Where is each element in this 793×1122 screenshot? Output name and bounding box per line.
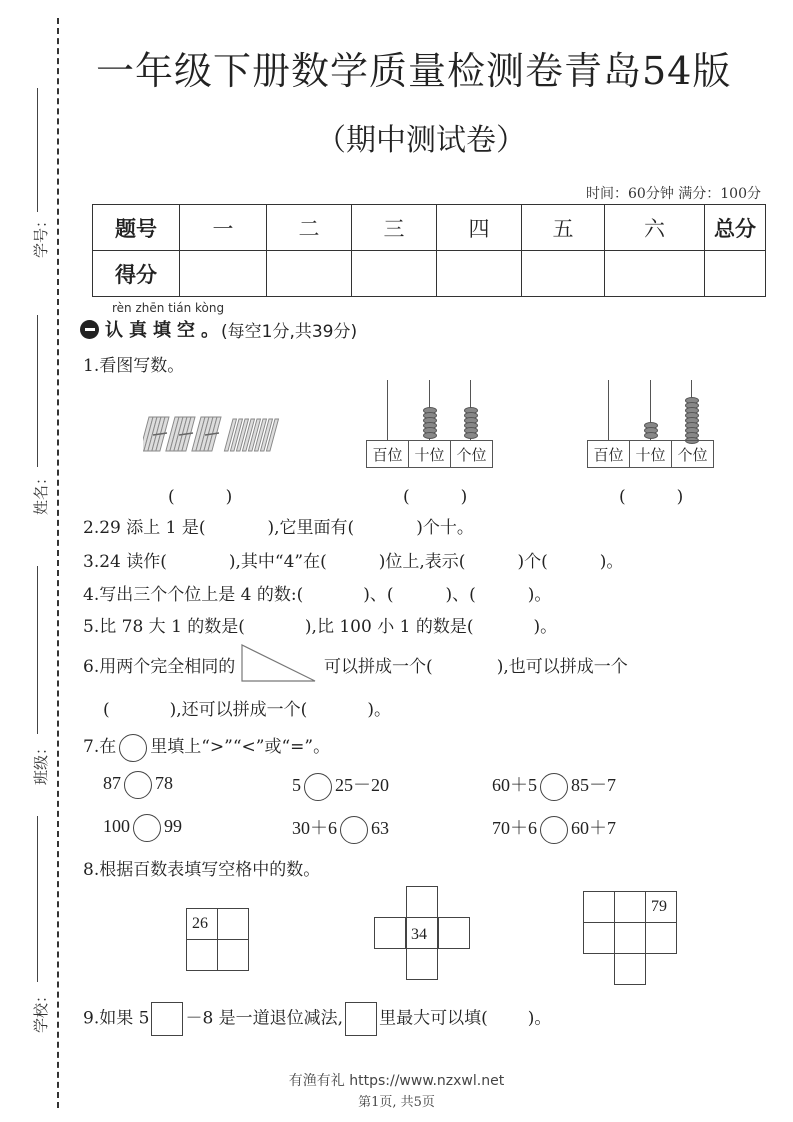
section-number-one-icon [80, 320, 99, 339]
compare-circle-input[interactable] [304, 773, 332, 801]
score-header-cell: 三 [352, 205, 437, 251]
score-header-cell: 总分 [705, 205, 766, 251]
abacus-2 [587, 380, 713, 470]
compare-item-6: 70＋6 60＋7 [492, 814, 616, 844]
score-input-cell[interactable] [267, 251, 352, 297]
score-input-cell[interactable] [705, 251, 766, 297]
grid-cell-blank[interactable] [406, 886, 438, 918]
grid-cell-blank[interactable] [217, 908, 249, 940]
score-input-cell[interactable] [352, 251, 437, 297]
question-5: 5.比 78 大 1 的数是( ),比 100 小 1 的数是( )。 [83, 617, 558, 637]
abacus-label-tens: 十位 [409, 441, 451, 467]
question-7: 7.在 里填上“>”“<”或“=”。 [83, 732, 330, 762]
section-period: 。 [201, 320, 219, 341]
score-input-cell[interactable] [605, 251, 705, 297]
compare-circle-input[interactable] [540, 773, 568, 801]
grid-cell-blank[interactable] [614, 922, 646, 954]
name-line[interactable] [37, 315, 38, 467]
abacus-label-hundreds: 百位 [588, 441, 630, 467]
page-subtitle: （期中测试卷） [316, 123, 526, 158]
compare-item-3: 60＋5 85－7 [492, 771, 616, 801]
class-line[interactable] [37, 566, 38, 734]
grid-cell-blank[interactable] [645, 922, 677, 954]
abacus-1 [366, 380, 492, 470]
student-id-line[interactable] [37, 88, 38, 212]
grid-cell-blank[interactable] [438, 917, 470, 949]
grid-cell-blank[interactable] [614, 953, 646, 985]
answer-blank-sticks[interactable]: ( ) [168, 487, 233, 507]
question-2: 2.29 添上 1 是( ),它里面有( )个十。 [83, 518, 474, 538]
score-header-cell: 六 [605, 205, 705, 251]
grid-cell-blank[interactable] [583, 922, 615, 954]
footer-watermark: 有渔有礼 https://www.nzxwl.net [288, 1073, 505, 1089]
binding-dashed-line [57, 18, 59, 1108]
time-info: 时间：60分钟 满分：100分 [586, 186, 761, 202]
section-pinyin: rèn zhēn tián kòng [112, 301, 225, 315]
grid-cell-blank[interactable] [614, 891, 646, 923]
score-label-cell: 得分 [93, 251, 180, 297]
score-table-score-row [93, 251, 766, 297]
abacus-label-ones: 个位 [456, 445, 487, 464]
compare-circle-input[interactable] [540, 816, 568, 844]
compare-item-1: 87 78 [103, 771, 173, 799]
compare-item-4: 100 99 [103, 814, 182, 842]
digit-box-icon [345, 1002, 377, 1036]
grid-cell-blank[interactable] [583, 891, 615, 923]
question-8: 8.根据百数表填写空格中的数。 [83, 860, 321, 880]
section-note: (每空1分,共39分) [221, 321, 358, 342]
counting-sticks-image [143, 413, 283, 463]
question-1: 1.看图写数。 [83, 356, 185, 376]
answer-blank-abacus-1[interactable]: ( ) [403, 487, 468, 507]
question-9: 9.如果 5 －8 是一道退位减法, 里最大可以填( )。 [83, 1002, 551, 1036]
compare-circle-input[interactable] [340, 816, 368, 844]
question-6: 6.用两个完全相同的 可以拼成一个( ),也可以拼成一个 [83, 652, 628, 683]
question-4: 4.写出三个个位上是 4 的数:( )、( )、( )。 [83, 585, 552, 605]
abacus-label-ones: 个位 [677, 445, 708, 464]
right-triangle-icon [241, 643, 317, 683]
abacus-label-tens: 十位 [630, 441, 672, 467]
grid-cell-blank[interactable] [374, 917, 406, 949]
score-header-cell: 五 [522, 205, 605, 251]
compare-item-5: 30＋6 63 [292, 814, 389, 844]
grid-cell: 34 [406, 917, 438, 949]
abacus-label-hundreds: 百位 [367, 441, 409, 467]
score-header-cell: 题号 [93, 205, 180, 251]
score-input-cell[interactable] [180, 251, 267, 297]
compare-circle-input[interactable] [133, 814, 161, 842]
score-input-cell[interactable] [437, 251, 522, 297]
page-title: 一年级下册数学质量检测卷青岛54版 [96, 49, 732, 93]
question-3: 3.24 读作( ),其中“4”在( )位上,表示( )个( )。 [83, 552, 624, 572]
question-6-line-2: ( ),还可以拼成一个( )。 [103, 700, 391, 720]
grid-cell: 26 [186, 908, 218, 940]
section-title: 认真填空 [105, 320, 201, 341]
grid-cell-blank[interactable] [186, 939, 218, 971]
class-label: 班级： [32, 739, 51, 786]
compare-circle-icon [119, 734, 147, 762]
grid-cell-blank[interactable] [217, 939, 249, 971]
grid-cell: 79 [645, 891, 677, 923]
school-line[interactable] [37, 816, 38, 982]
score-input-cell[interactable] [522, 251, 605, 297]
name-label: 姓名： [32, 469, 51, 516]
digit-box-input[interactable] [151, 1002, 183, 1036]
score-header-cell: 四 [437, 205, 522, 251]
compare-item-2: 5 25－20 [292, 771, 389, 801]
score-table-header-row [93, 205, 766, 251]
score-table [92, 204, 766, 297]
answer-blank-abacus-2[interactable]: ( ) [619, 487, 684, 507]
score-header-cell: 一 [180, 205, 267, 251]
section-heading [80, 316, 357, 342]
school-label: 学校： [32, 987, 51, 1034]
compare-circle-input[interactable] [124, 771, 152, 799]
grid-cell-blank[interactable] [406, 948, 438, 980]
page-number: 第1页, 共5页 [358, 1095, 435, 1110]
student-id-label: 学号： [32, 212, 51, 259]
score-header-cell: 二 [267, 205, 352, 251]
